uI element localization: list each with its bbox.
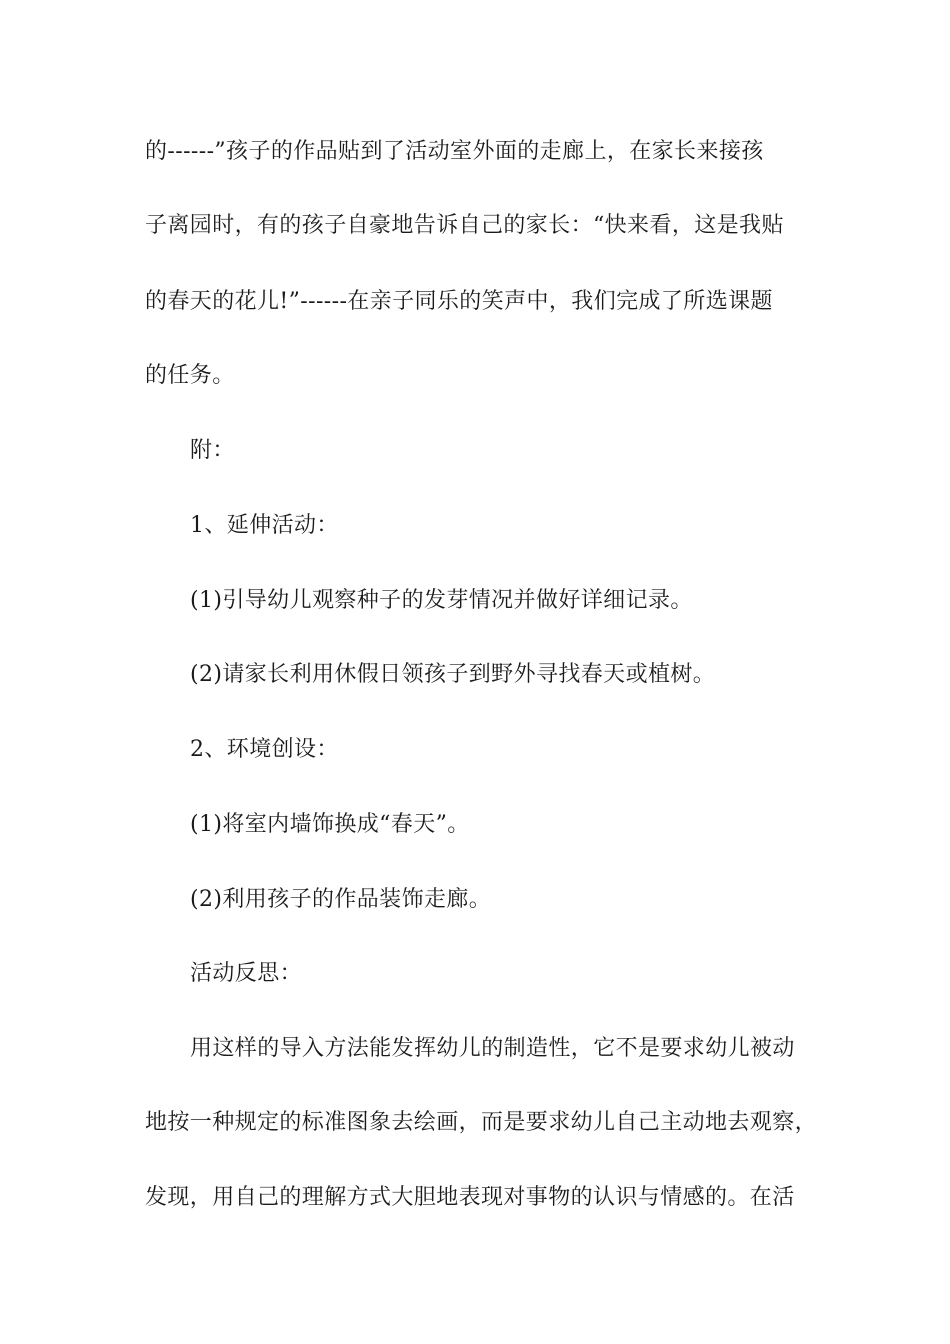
paragraph-line: 用这样的导入方法能发挥幼儿的制造性，它不是要求幼儿被动 [190, 1036, 795, 1061]
paragraph-line: 的春天的花儿!”------在亲子同乐的笑声中，我们完成了所选课题 [145, 289, 773, 314]
paragraph-line: 地按一种规定的标准图象去绘画，而是要求幼儿自己主动地去观察， [145, 1110, 818, 1135]
list-item: (2)利用孩子的作品装饰走廊。 [190, 887, 492, 912]
appendix-heading: 附： [190, 438, 235, 463]
list-item: (1)将室内墙饰换成“春天”。 [190, 812, 470, 837]
section-heading: 活动反思： [190, 961, 303, 986]
list-item: (1)引导幼儿观察种子的发芽情况并做好详细记录。 [190, 588, 693, 613]
section-heading: 1、延伸活动： [190, 513, 339, 538]
section-heading: 2、环境创设： [190, 737, 339, 762]
paragraph-line: 的任务。 [145, 363, 235, 388]
paragraph-line: 发现，用自己的理解方式大胆地表现对事物的认识与情感的。在活 [145, 1185, 795, 1210]
paragraph-line: 的------”孩子的作品贴到了活动室外面的走廊上，在家长来接孩 [145, 139, 764, 164]
list-item: (2)请家长利用休假日领孩子到野外寻找春天或植树。 [190, 662, 716, 687]
paragraph-line: 子离园时，有的孩子自豪地告诉自己的家长：“快来看，这是我贴 [145, 213, 784, 238]
